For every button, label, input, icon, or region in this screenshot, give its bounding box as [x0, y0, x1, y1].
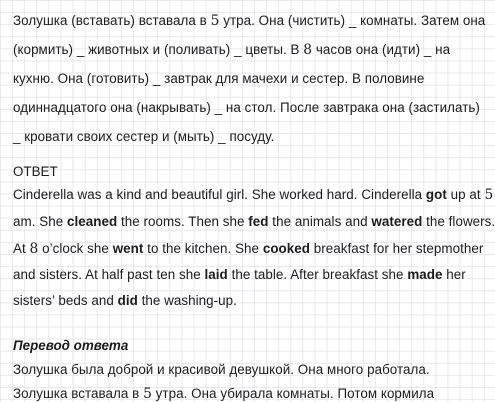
answer-verb: went	[112, 241, 144, 256]
numeral: 8	[303, 42, 313, 58]
answer-verb: fed	[248, 214, 269, 229]
answer-verb: cleaned	[67, 214, 118, 229]
answer-line	[13, 187, 493, 203]
answer-verb: watered	[371, 214, 423, 229]
answer-verb: did	[117, 293, 138, 308]
text-run: the rooms. Then she	[117, 214, 249, 229]
text-run: утра. Она (чистить) _ комнаты. Затем она	[219, 13, 486, 28]
text-run: up at	[446, 187, 485, 202]
text-run: Cinderella was a kind and beautiful girl. She worked hard. Cinderella	[13, 187, 426, 202]
answer-verb: made	[407, 267, 443, 282]
task-line	[13, 71, 424, 86]
translation-heading: Перевод ответа	[13, 338, 129, 353]
text-run: часов она (идти) _ на	[312, 42, 451, 57]
text-run: утра. Она убирала комнаты. Потом кормила	[151, 386, 435, 401]
task-line	[13, 13, 485, 29]
text-run: _ кровати своих сестер и (мыть) _ посуду.	[13, 129, 275, 144]
text-run: the table. After breakfast she	[227, 267, 408, 282]
answer-verb: laid	[204, 267, 228, 282]
text-run: одиннадцатого она (накрывать) _ на стол. После завтрака она (застилать)	[13, 100, 480, 115]
answer-heading: ОТВЕТ	[13, 164, 58, 179]
answer-verb: got	[425, 187, 447, 202]
answer-verb: cooked	[262, 241, 311, 256]
translation-line	[13, 362, 430, 377]
answer-line	[13, 267, 466, 282]
answer-line	[13, 214, 495, 229]
text-run: the animals and	[268, 214, 372, 229]
numeral: 5	[143, 386, 152, 402]
answer-line	[13, 293, 237, 308]
task-line	[13, 100, 480, 115]
numeral: 8	[29, 241, 39, 257]
text-run: sisters’ beds and	[13, 293, 118, 308]
text-run: her	[442, 267, 466, 282]
text-run: the flowers.	[422, 214, 495, 229]
numeral: 5	[484, 187, 494, 203]
text-run: Золушка (вставать) вставала в	[13, 13, 211, 28]
text-run: At	[13, 241, 30, 256]
translation-line	[13, 386, 434, 402]
text-run: (кормить) _ животных и (поливать) _ цветы. В	[13, 42, 304, 57]
text-run: to the kitchen. She	[143, 241, 263, 256]
text-run: o’clock she	[38, 241, 113, 256]
text-run: and sisters. At half past ten she	[13, 267, 205, 282]
numeral: 5	[210, 13, 220, 29]
text-run: Золушка вставала в	[13, 386, 144, 401]
text-run: кухню. Она (готовить) _ завтрак для мачехи и сестер. В половине	[13, 71, 425, 86]
task-line	[13, 42, 450, 58]
cropped-top-line	[13, 0, 483, 2]
text-run: Золушка была доброй и красивой девушкой. Она много работала.	[13, 362, 430, 377]
task-line	[13, 129, 274, 144]
text-run: am. She	[13, 214, 67, 229]
answer-line	[13, 241, 483, 257]
text-run: breakfast for her stepmother	[310, 241, 484, 256]
text-run: the washing-up.	[137, 293, 237, 308]
